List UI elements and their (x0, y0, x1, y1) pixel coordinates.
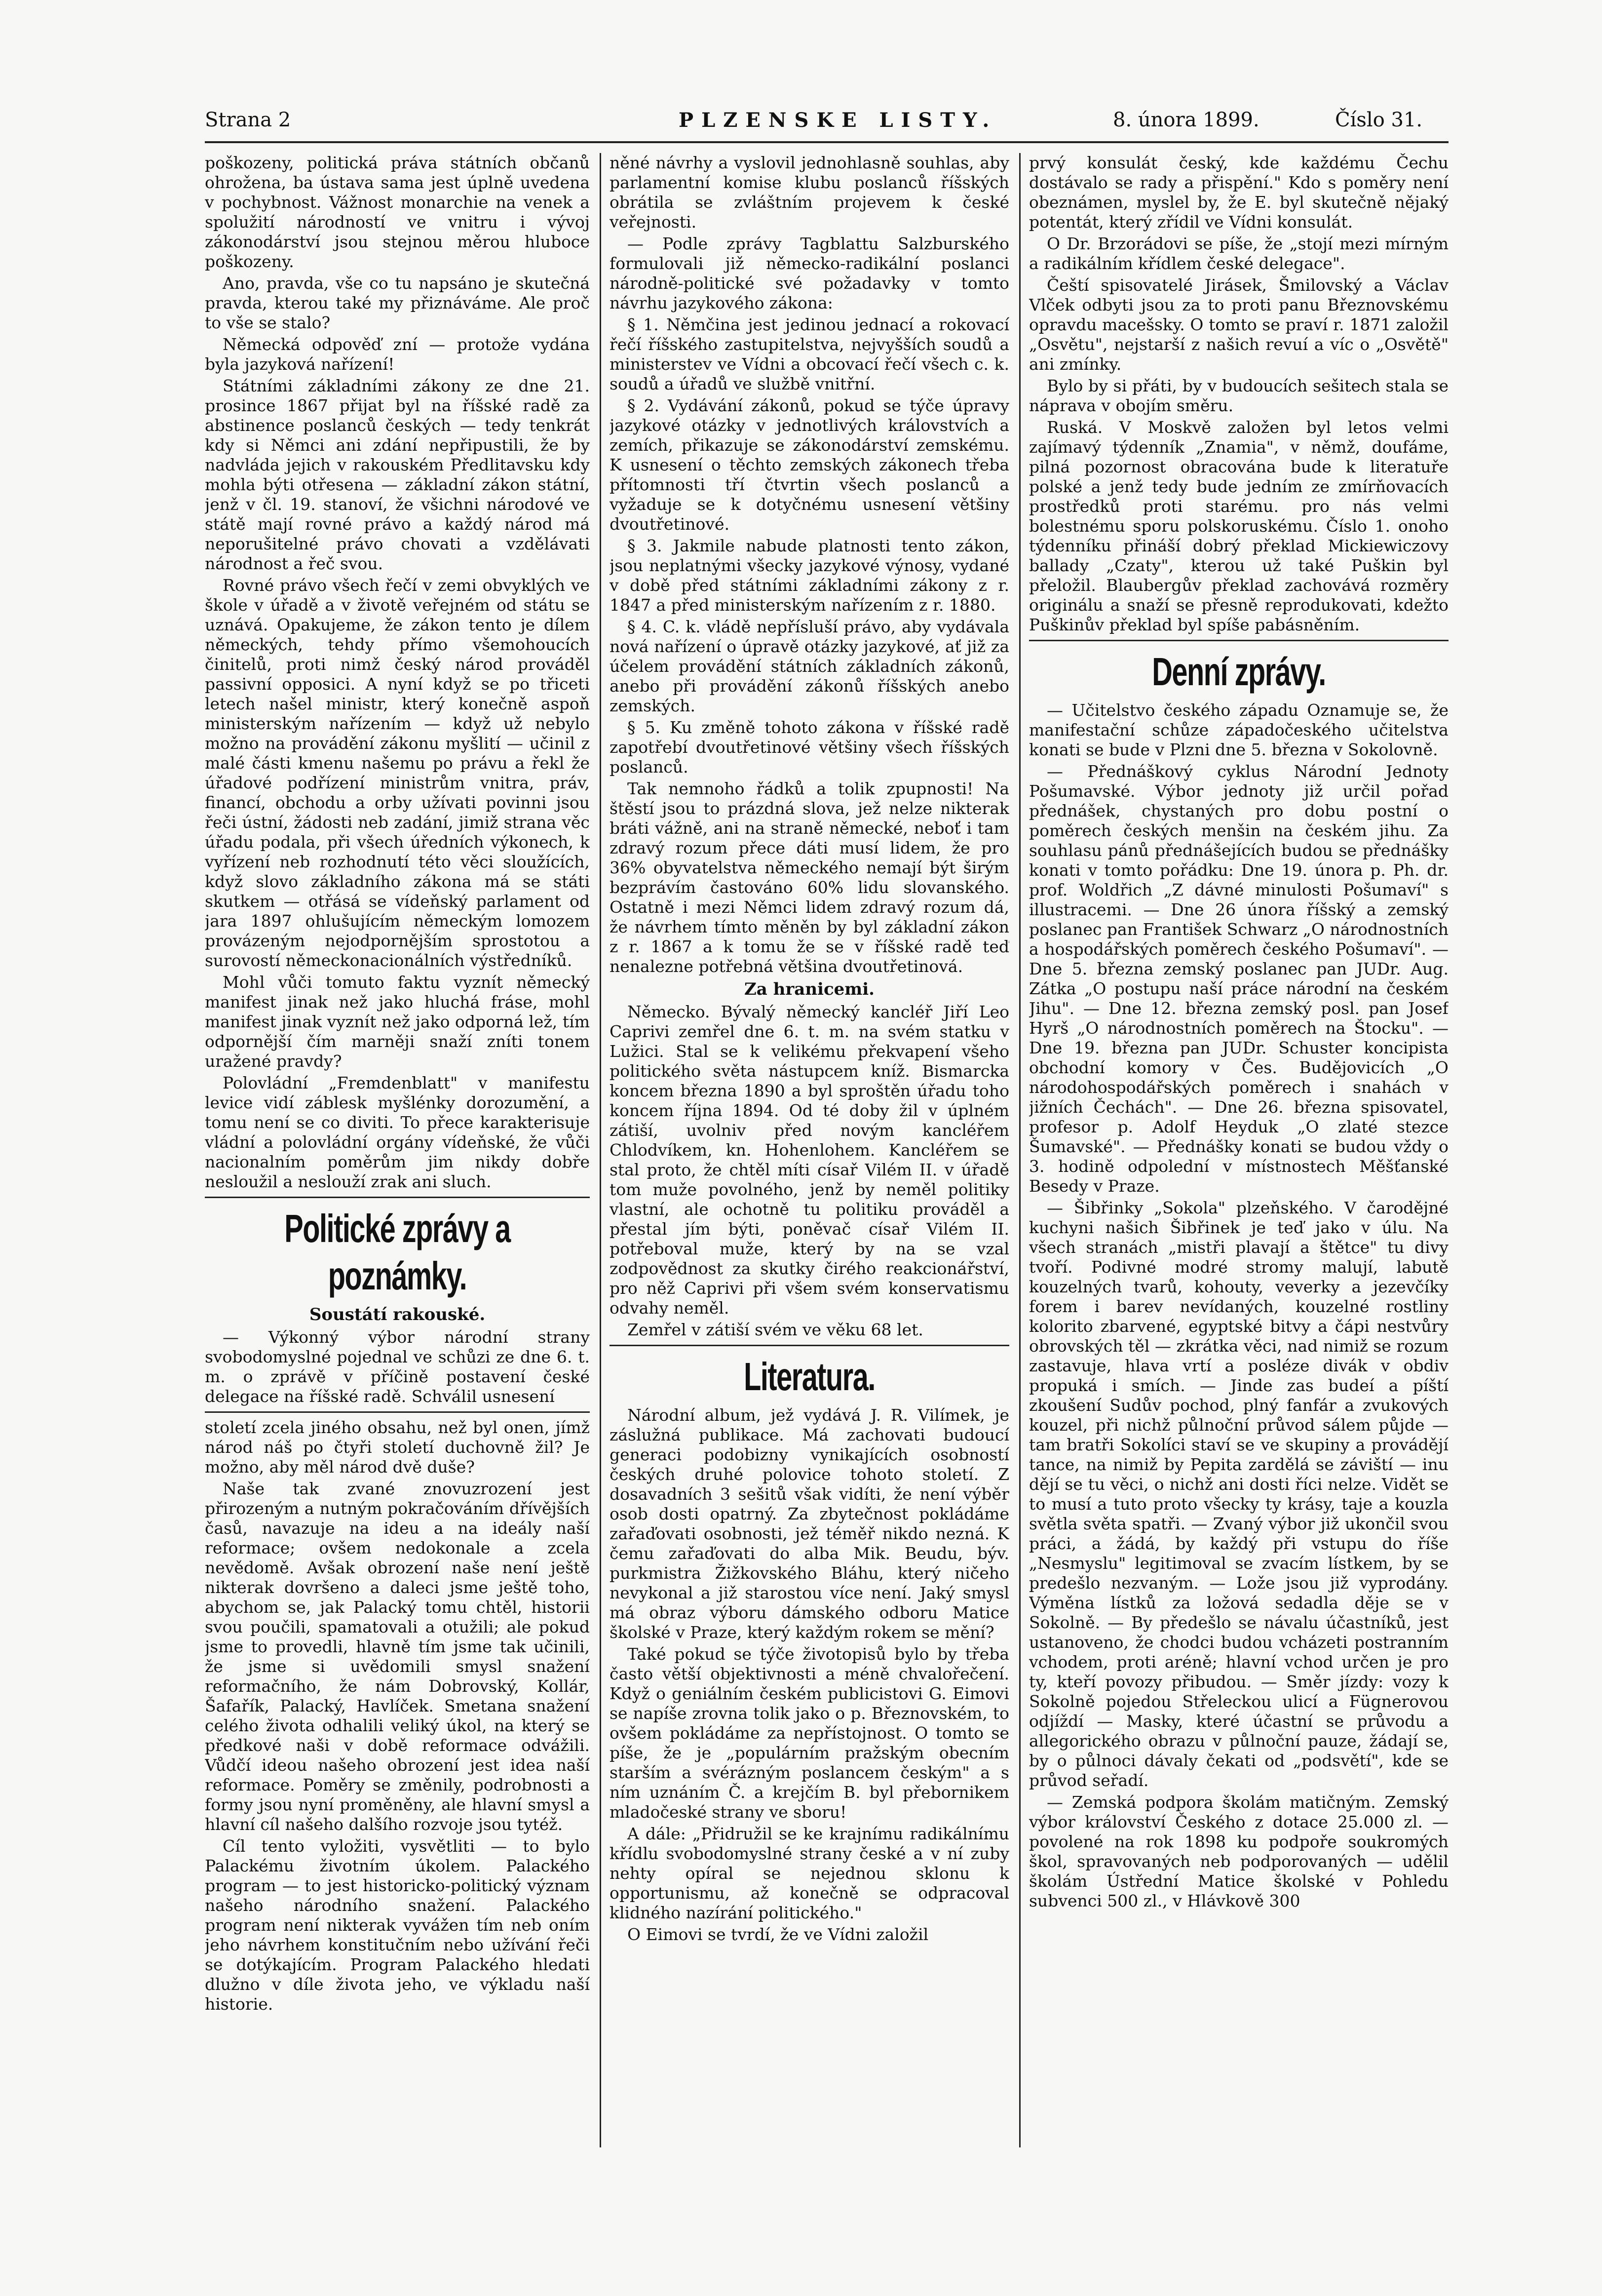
newspaper-title: PLZENSKE LISTY. (679, 109, 997, 132)
paragraph: poškozeny, politická práva státních občanů ohrožena, ba ústava sama jest úplně uvedena v pochybnost. Vážnost monarchie na venek a spolužití národností ve vnitru i vývoj zákonodárství jsou stejnou měrou hluboce poškozeny. (205, 153, 590, 271)
column-3 (1029, 153, 1449, 2128)
paragraph: — Výkonný výbor národní strany svobodomyslné pojednal ve schůzi ze dne 6. t. m. o zprávě v příčině postavení české delegace na říšské radě. Schválil usnesení (205, 1327, 590, 1406)
section-rule (205, 1197, 590, 1198)
paragraph: Národní album, jež vydává J. R. Vilímek, je záslužná publikace. Má zachovati budoucí generaci podobizny vynikajících osobností českých druhé polovice tohoto století. Z dosavadních 3 sešitů však vidíti, že není výběr osob dosti opatrný. Za zbytečnost pokládáme zařaďovati osobnosti, jež téměř nikdo nezná. K čemu zařaďovati do alba Mik. Beudu, býv. purkmistra Žižkovského Bláhu, který ničeho nevykonal a již starostou více není. Jaký smysl má obraz výboru dámského odboru Matice školské v Praze, který každým rokem se mění? (610, 1405, 1009, 1642)
column-divider (600, 153, 601, 2147)
paragraph: A dále: „Přidružil se ke krajnímu radikálnímu křídlu svobodomyslné strany české a v ní zuby nehty opíral se nejednou sklonu k opportunismu, až konečně se odpracoval klidného nazírání politického." (610, 1824, 1009, 1922)
section-title-literature: Literatura. (744, 1355, 875, 1399)
issue-date: 8. února 1899. (1113, 109, 1259, 131)
paragraph: prvý konsulát český, kde každému Čechu dostávalo se rady a přispění." Kdo s poměry není obeznámen, myslel by, že E. byl skutečně nějaký potentát, který zřídil ve Vídni konsulát. (1029, 153, 1449, 232)
paragraph: Také pokud se týče životopisů bylo by třeba často větší objektivnosti a méně chvalořečení. Když o geniálním českém publicistovi G. Eimovi se napíše zrovna tolik jako o p. Březnovském, to ovšem pokládáme za nepřístojnost. O tomto se píše, že je „populárním pražským obecním starším a svérázným poslancem českým" a s ním uznáním Č. a krejčím B. byl přebornikem mladočeské strany ve sboru! (610, 1644, 1009, 1822)
paragraph: § 3. Jakmile nabude platnosti tento zákon, jsou neplatnými všecky jazykové výnosy, vydané v době před státními základními zákony z r. 1847 a před ministerským nařízením z r. 1880. (610, 536, 1009, 615)
paragraph: Tak nemnoho řádků a tolik zpupnosti! Na štěstí jsou to prázdná slova, jež nelze nikterak bráti vážně, ani na straně německé, neboť i tam zdravý rozum přece dáti musí lidem, že pro 36% obyvatelstva německého nemají být širým bezprávím častováno 60% lidu slovanského. Ostatně i mezi Němci lidem zdravý rozum dá, že návrhem tímto měněn by byl základní zákon z r. 1867 a k tomu že se v říšské radě teď nenalezne potřebná většina dvoutřetinová. (610, 779, 1009, 976)
paragraph: Naše tak zvané znovuzrození jest přirozeným a nutným pokračováním dřívějších časů, navazuje na ideu a na ideály naší reformace; ovšem nedokonale a zcela nevědomě. Avšak obrození naše není ještě nikterak dovršeno a daleci jsme ještě toho, abychom se, jak Palacký tomu chtěl, historii svou poučili, spamatovali a otužili; ale pokud jsme to provedli, hlavně tím jsme tak učinili, že jsme si uvědomili smysl snažení reformačního, že nám Dobrovský, Kollár, Šafařík, Palacký, Havlíček. Smetana snažení celého života odhalili veliký úkol, na který se předkové naši v době reformace odvážili. Vůdčí ideou našeho obrození jest idea naší reformace. Poměry se změnily, podrobnosti a formy jsou nyní proměněny, ale hlavní smysl a hlavní cíl našeho dalšího rozvoje jsou tytéž. (205, 1479, 590, 1834)
paragraph: Mohl vůči tomuto faktu vyznít německý manifest jinak než jako hluchá fráse, mohl manifest jinak vyznít než jako odporná lež, tím odpornější čím marněji snaží zníti tonem uražené pravdy? (205, 973, 590, 1071)
paragraph: O Eimovi se tvrdí, že ve Vídni založil (627, 1925, 929, 1944)
subsection-title: Za hranicemi. (744, 979, 875, 999)
paragraph: — Zemská podpora školám matičným. Zemský výbor království Českého z dotace 25.000 zl. — povolené na rok 1898 ku podpoře soukromých škol, spravovaných neb podporovaných — udělil školám Ústřední Matice školské v Pohledu subvenci 500 zl., v Hlávkově 300 (1029, 1792, 1449, 1910)
subsection-title: Soustátí rakouské. (309, 1305, 486, 1324)
paragraph: — Přednáškový cyklus Národní Jednoty Pošumavské. Výbor jednoty již určil pořad přednášek, chystaných pro dobu postní o poměrech českých menšin na českém jihu. Za souhlasu pánů přednášejících budou se přednášky konati v tomto pořádku: Dne 19. února p. Ph. dr. prof. Woldřich „Z dávné minulosti Pošumaví" s illustracemi. — Dne 26 února říšský a zemský poslanec pan František Schwarz „O národnostních a hospodářských poměrech českého Pošumaví". — Dne 5. března zemský poslanec pan JUDr. Aug. Zátka „O postupu naší práce národní na českém Jihu". — Dne 12. března zemský posl. pan Josef Hyrš „O národnostních poměrech na Štocku". — Dne 19. března pan JUDr. Schuster koncipista obchodní komory v Čes. Budějovicích „O národohospodářských poměrech i snahách v jižních Čechách". — Dne 26. března spisovatel, profesor p. Adolf Heyduk „O zlaté stezce Šumavské". — Přednášky konati se budou vždy o 3. hodině odpolední v místnostech Měšťanské Besedy v Praze. (1029, 762, 1449, 1196)
paragraph: § 1. Němčina jest jedinou jednací a rokovací řečí říšského zastupitelstva, nejvyšších soudů a ministerstev ve Vídni a obcovací řečí všech c. k. soudů a úřadů ve službě vnitřní. (610, 315, 1009, 393)
paragraph: § 4. C. k. vládě nepřísluší právo, aby vydávala nová nařízení o úpravě otázky jazykové, ať již za účelem provádění státních základních zákonů, anebo při provádění zákonů říšských anebo zemských. (610, 617, 1009, 715)
paragraph: Bylo by si přáti, by v budoucích sešitech stala se náprava v obojím směru. (1029, 376, 1449, 415)
section-rule (205, 1411, 590, 1413)
paragraph: století zcela jiného obsahu, než byl onen, jímž národ náš po čtyři století duchovně žil? Je možno, aby měl národ dvě duše? (205, 1418, 590, 1477)
column-1 (205, 153, 590, 2128)
paragraph: O Dr. Brzorádovi se píše, že „stojí mezi mírným a radikálním křídlem české delegace". (1029, 234, 1449, 273)
paragraph: něné návrhy a vyslovil jednohlasně souhlas, aby parlamentní komise klubu poslanců říšských obrátila se zvláštním projevem k české veřejnosti. (610, 153, 1009, 232)
paragraph: Ruská. V Moskvě založen byl letos velmi zajímavý týdenník „Znamia", v němž, doufáme, pilná pozornost obracována bude k literatuře polské a jenž tedy bude jedním ze zmírňovacích prostředků proti starému. pro nás velmi bolestnému sporu polskoruskému. Číslo 1. onoho týdenníku přináší dobrý překlad Mickiewiczovy ballady „Czaty", kterou už také Puškin byl přeložil. Blaubergův překlad zachovává rozměry originálu a snaží se přesně reprodukovati, kdežto Puškinův překlad byl spíše pabásněním. (1029, 418, 1449, 634)
paragraph: § 5. Ku změně tohoto zákona v říšské radě zapotřebí dvoutřetinové většiny všech říšských poslanců. (610, 718, 1009, 777)
paragraph: Německá odpověď zní — protože vydána byla jazyková nařízení! (205, 335, 590, 374)
paragraph: Cíl tento vyložiti, vysvětliti — to bylo Palackému životním úkolem. Palackého program — to jest historicko-politický význam našeho národního snažení. Palackého program není nikterak vyvážen tím neb oním jeho návrhem konstitučním nebo užívání řeči se dotýkajícím. Program Palackého hledati dlužno v díle života jeho, ve výkladu naší historie. (205, 1836, 590, 2014)
header-rule (205, 141, 1449, 143)
column-divider (1019, 153, 1021, 2147)
section-rule (1029, 640, 1449, 641)
column-2 (610, 153, 1009, 2128)
paragraph: Rovné právo všech řečí v zemi obvyklých ve škole v úřadě a v životě veřejném od státu se uznává. Opakujeme, že zákon tento je dílem německých, tehdy přímo všemohoucích činitelů, proti nimž český národ prováděl passivní opposici. A nyní když se po třiceti letech našel ministr, který konečně aspoň ministerským nařízením — když už nebylo možno na provádění zákonu myšlití — učinil z malé části kmenu našemu po právu a řekl že úřadové podřízení ministrům vnitra, práv, financí, obchodu a orby užívati povinni jsou řeči ústní, žádosti neb zadání, jimiž strana věc úřadu podala, při všech úředních výkonech, k vyřízení neb rozhodnutí této věci sloužících, když slovo základního zákona má se státi skutkem — otřásá se vídeňský parlament od jara 1897 ohlušujícím německým lomozem provázeným nejodpornějším sprostotou a surovostí německonacionálních výstředníků. (205, 576, 590, 970)
paragraph: Ano, pravda, vše co tu napsáno je skutečná pravda, kterou také my přiznáváme. Ale proč to vše se stalo? (205, 273, 590, 332)
paragraph: Státními základními zákony ze dne 21. prosince 1867 přijat byl na říšské radě za abstinence poslanců českých — tedy tenkrát kdy si Němci ani zdání nepřipustili, že by nadvláda jejich v rakouském Předlitavsku kdy mohla býti otřesena — základní zákon státní, jenž v čl. 19. stanoví, že všichni národové ve státě mají rovné právo a každý národ má neporušitelné právo chovati a vzdělávati národnost a řeč svou. (205, 376, 590, 573)
paragraph: § 2. Vydávání zákonů, pokud se týče úpravy jazykové otázky v jednotlivých královstvích a zemích, přikazuje se zákonodárství zemskému. K usnesení o těchto zemských zákonech třeba přítomnosti tří čtvrtin všech poslanců a vyžaduje se k dotyčnému usnesení většiny dvoutřetinové. (610, 396, 1009, 534)
paragraph: — Šibřinky „Sokola" plzeňského. V čarodějné kuchyni našich Šibřinek je teď jako v úlu. Na všech stranách „mistři plavají a štětce" tu divy tvoří. Podivné modré stromy malují, labutě kouzelných tvarů, kohouty, veverky a jezevčíky forem i barev nevídaných, kouzelné rostliny kolorito zbarvené, egyptské bitvy a čápi nestvůry obrovských těl — zkrátka věci, nad nimiž se rozum zastavuje, hlava vrtí a posléze divák v obdiv propuká i smích. — Jinde zas budeí a píští zkoušení Sudův pochod, plný fanfár a zvukových kouzel, při nichž půlnoční průvod sálem půjde — tam bratři Sokolíci staví se ve skupiny a provádějí tance, na nimiž by Pepita zardělá se záviští — inu dějí se tu věci, o nichž ani dosti říci nelze. Vidět se to musí a tuto proto všecky ty krásy, taje a kouzla světla světa spatři. — Zvaný výbor již ukončil svou práci, a žádá, by každý při vstupu do říše „Nesmyslu" legitimoval se zvacím lístkem, by se predešlo nezvaným. — Lože jsou již vyprodány. Výměna lístků za ložová sedadla děje se v Sokolně. — By předešlo se návalu účastníků, jest ustanoveno, že chodci budou vcházeti postranním vchodem, proti aréně; hlavní vchod určen je pro ty, kteří povozy přibudou. — Směr jízdy: vozy k Sokolně pojedou Střeleckou ulicí a Fügnerovou odjíždí — Masky, které účastní se průvodu a allegorického obrazu v půlnoční pauze, žádají se, by o půlnoci dávaly čekati od „podsvětí", kde se průvod seřadí. (1029, 1198, 1449, 1790)
paragraph: Německo. Bývalý německý kancléř Jiří Leo Caprivi zemřel dne 6. t. m. na svém statku v Lužici. Stal se k velikému překvapení všeho politického světa nástupcem kníž. Bismarcka koncem března 1890 a byl sproštěn úřadu toho koncem října 1894. Od té doby žil v úplném zátiší, uvolniv před novým kancléřem Chlodvíkem, kn. Hohenlohem. Kancléřem se stal proto, že chtěl míti císař Vilém II. v úřadě tom muže povolného, jenž by neměl politiky vlastní, ale ochotně tu politiku prováděl a přestal jím býti, poněvač císař Vilém II. potřeboval muže, který by na se vzal zodpovědnost za skutky čirého reakcionářství, pro něž Caprivi při všem svém konservatismu odvahy neměl. (610, 1002, 1009, 1318)
paragraph: Zemřel v zátiší svém ve věku 68 let. (627, 1320, 923, 1339)
paragraph: Polovládní „Fremdenblatt" v manifestu levice vidí záblesk myšlénky dorozumění, a tomu není se co diviti. To přece karakterisuje vládní a polovládní orgány vídeňské, že vůči nacionalním poměrům jim nikdy dobře nesloužil a neslouží zrak ani sluch. (205, 1073, 590, 1191)
issue-number: Číslo 31. (1335, 109, 1423, 131)
section-title-daily-news: Denní zprávy. (1152, 650, 1326, 694)
section-rule (610, 1345, 1009, 1346)
page-header (205, 104, 1449, 138)
paragraph: Čeští spisovatelé Jirásek, Šmilovský a Václav Vlček odbyti jsou za to proti panu Březnovskému opravdu macešsky. O tomto se praví r. 1871 založil „Osvětu", nejstarší z našich revuí a víc o „Osvětě" ani zmínky. (1029, 275, 1449, 374)
paragraph: — Učitelstvo českého západu Oznamuje se, že manifestační schůze západočeského učitelstva konati se bude v Plzni dne 5. března v Sokolovně. (1029, 700, 1449, 759)
page-number: Strana 2 (205, 109, 291, 131)
paragraph: — Podle zprávy Tagblattu Salzburského formulovali již německo-radikální poslanci národně-politické své požadavky v tomto návrhu jazykového zákona: (610, 234, 1009, 312)
section-title-politics: Politické zprávy a poznámky. (284, 1206, 510, 1298)
